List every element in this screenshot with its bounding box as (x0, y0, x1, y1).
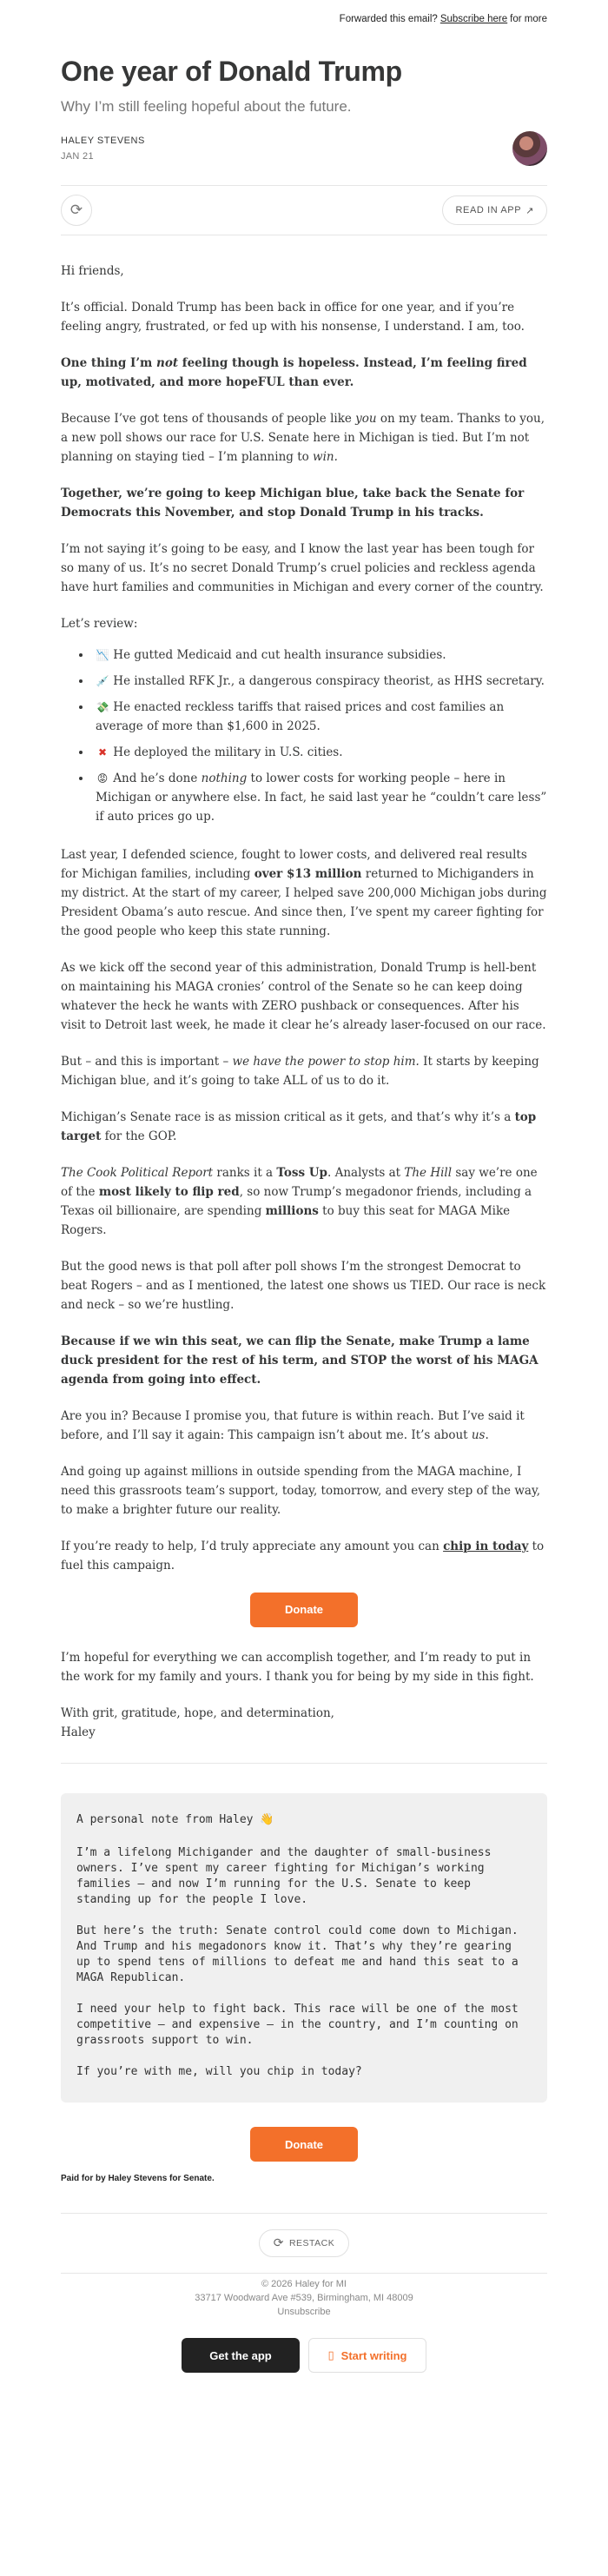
paragraph: Because if we win this seat, we can flip the Senate, make Trump a lame duck president for the rest of his term, and STOP the worst of his MAGA agenda from going into effect. (61, 1334, 539, 1387)
paragraph: Together, we’re going to keep Michigan blue, take back the Senate for Democrats this November, and stop Donald Trump in his tracks. (61, 487, 525, 520)
author-name[interactable]: HALEY STEVENS (61, 136, 145, 146)
email-container (61, 0, 547, 2373)
post-title[interactable]: One year of Donald Trump (61, 56, 402, 87)
money-icon: 💸 (96, 701, 109, 713)
greeting: Hi friends, (61, 264, 124, 278)
paragraph: As we kick off the second year of this administration, Donald Trump is hell-bent on maintaining his MAGA cronies’ control of the Senate so he can keep doing whatever the heck he wants with ZERO pushback or consequences. After his visit to Detroit last week, he made it clear he’s already laser-focused on our race. (61, 961, 546, 1032)
get-app-button[interactable]: Get the app (182, 2338, 300, 2373)
donate-row (61, 1593, 547, 1627)
paragraph: But – and this is important – we have the power to stop him. It starts by keeping Michigan blue, and it’s going to take ALL of us to do it. (61, 1055, 539, 1088)
paragraph: But the good news is that poll after poll shows I’m the strongest Democrat to beat Rogers – and as I mentioned, the latest one shows us TIED. Our race is neck and neck – so we’re hustling. (61, 1260, 546, 1312)
paragraph: Last year, I defended science, fought to lower costs, and delivered real results for Michigan families, including over $13 million returned to Michiganders in my district. At the start of my career, I helped save 200,000 Michigan jobs during President Obama’s auto rescue. And since then, I’ve spent my career fighting for the good people who keep this state running. (61, 848, 547, 938)
donate-button[interactable]: Donate (250, 1593, 358, 1627)
syringe-icon: 💉 (96, 675, 109, 687)
address: 33717 Woodward Ave #539, Birmingham, MI 48009 (195, 2293, 413, 2303)
for-more-text: for more (510, 14, 547, 24)
paragraph: I’m not saying it’s going to be easy, and I know the last year has been tough for so many of us. It’s no secret Donald Trump’s cruel policies and reckless agenda have hurt families and communities in Michigan and every corner of the country. (61, 542, 544, 594)
paragraph: Michigan’s Senate race is as mission critical as it gets, and that’s why it’s a top target for the GOP. (61, 1110, 537, 1143)
donate-button-2[interactable]: Donate (250, 2127, 358, 2162)
post-date: JAN 21 (61, 151, 94, 162)
paragraph: It’s official. Donald Trump has been back in office for one year, and if you’re feeling angry, frustrated, or fed up with his nonsense, I understand. I am, too. (61, 301, 525, 334)
paragraph: One thing I’m not feeling though is hopeless. Instead, I’m feeling fired up, motivated, and more hopeFUL than ever. (61, 356, 527, 389)
read-in-app-label: READ IN APP (455, 205, 522, 215)
read-in-app-button[interactable] (442, 195, 547, 225)
restack-button[interactable] (259, 2229, 350, 2257)
signoff: With grit, gratitude, hope, and determination, Haley (61, 1706, 334, 1739)
refresh-icon: ⟳ (69, 202, 83, 219)
bookmark-icon: ▯ (327, 2348, 334, 2362)
paragraph: The Cook Political Report ranks it a Toss Up. Analysts at The Hill say we’re one of the most likely to flip red, so now Trump’s megadonor friends, including a Texas oil billionaire, are spending millions to buy this seat for MAGA Mike Rogers. (61, 1166, 538, 1237)
paragraph: And going up against millions in outside spending from the MAGA machine, I need this grassroots team’s support, today, tomorrow, and every step of the way, to make a brighter future our reality. (61, 1465, 541, 1517)
post-body (61, 262, 547, 1742)
post-subtitle: Why I’m still feeling hopeful about the future. (61, 98, 352, 115)
note-paragraph: But here’s the truth: Senate control could come down to Michigan. And Trump and his megadonors know it. That’s why they’re gearing up to spend tens of millions to defeat me and hand this seat to a MAGA Republican. (76, 1924, 519, 1984)
list-item: • 📉 He gutted Medicaid and cut health insurance subsidies. (92, 646, 547, 665)
cross-mark-icon: ✖ (97, 746, 108, 758)
paragraph: If you’re ready to help, I’d truly appreciate any amount you can chip in today to fuel this campaign. (61, 1540, 545, 1573)
waving-hand-icon: 👋 (260, 1813, 274, 1826)
list-item: • ✖ He deployed the military in U.S. cities. (92, 743, 547, 762)
post-meta (61, 131, 547, 166)
signature: Haley (61, 1725, 96, 1739)
start-writing-button[interactable] (308, 2338, 426, 2373)
app-buttons (61, 2338, 547, 2373)
personal-note (61, 1793, 547, 2103)
list-item: • 💸 He enacted reckless tariffs that raised prices and cost families an average of more than $1,600 in 2025. (92, 698, 547, 736)
start-writing-label: Start writing (340, 2348, 407, 2362)
paid-for-disclaimer: Paid for by Haley Stevens for Senate. (61, 2174, 215, 2183)
donate-row-2 (61, 2127, 547, 2162)
unsubscribe-link[interactable]: Unsubscribe (277, 2307, 331, 2317)
post-actions (61, 185, 547, 235)
subscribe-link[interactable]: Subscribe here (439, 14, 508, 24)
restack-row (61, 2229, 547, 2257)
footer-separator (61, 2273, 547, 2274)
copyright: © 2026 Haley for MI (261, 2279, 347, 2289)
note-paragraph: I need your help to fight back. This race will be one of the most competitive – and expensive – in the country, and I’m counting on grassroots support to win. (76, 2003, 519, 2047)
note-title: A personal note from Haley 👋 (76, 1813, 274, 1826)
note-paragraph: If you’re with me, will you chip in today? (76, 2065, 362, 2078)
paragraph: I’m hopeful for everything we can accomplish together, and I’m ready to put in the work for my family and yours. I thank you for being by my side in this fight. (61, 1651, 534, 1684)
arrow-up-right-icon: ↗ (525, 204, 534, 216)
list-item: • 💉 He installed RFK Jr., a dangerous conspiracy theorist, as HHS secretary. (92, 672, 547, 691)
paragraph: Because I’ve got tens of thousands of people like you on my team. Thanks to you, a new poll shows our race for U.S. Senate here in Michigan is tied. But I’m not planning on staying tied – I’m planning to win. (61, 412, 545, 464)
avatar[interactable] (512, 131, 547, 166)
angry-face-icon: 😡 (96, 772, 109, 785)
footer (61, 2277, 547, 2319)
paragraph: Let’s review: (61, 617, 138, 631)
paragraph: Are you in? Because I promise you, that future is within reach. But I’ve said it before, and I’ll say it again: This campaign isn’t about me. It’s about us. (61, 1409, 525, 1442)
list-item: • 😡 And he’s done nothing to lower costs for working people – here in Michigan or anywhere else. In fact, he said last year he “couldn’t care less” if auto prices go up. (92, 769, 547, 826)
chip-in-link[interactable]: chip in today (443, 1540, 529, 1553)
forward-bar (61, 0, 547, 38)
note-paragraph: I’m a lifelong Michigander and the daughter of small-business owners. I’ve spent my career fighting for Michigan’s working families – and now I’m running for the U.S. Senate to keep standing up for the people I love. (76, 1846, 492, 1906)
restack-label: RESTACK (288, 2238, 335, 2248)
divider (61, 1763, 547, 1764)
footer-divider (61, 2213, 547, 2214)
forwarded-text: Forwarded this email? (339, 14, 438, 24)
review-list (92, 646, 547, 826)
restack-icon-button[interactable] (61, 195, 92, 226)
refresh-icon: ⟳ (273, 2236, 284, 2250)
chart-down-icon: 📉 (96, 649, 109, 661)
